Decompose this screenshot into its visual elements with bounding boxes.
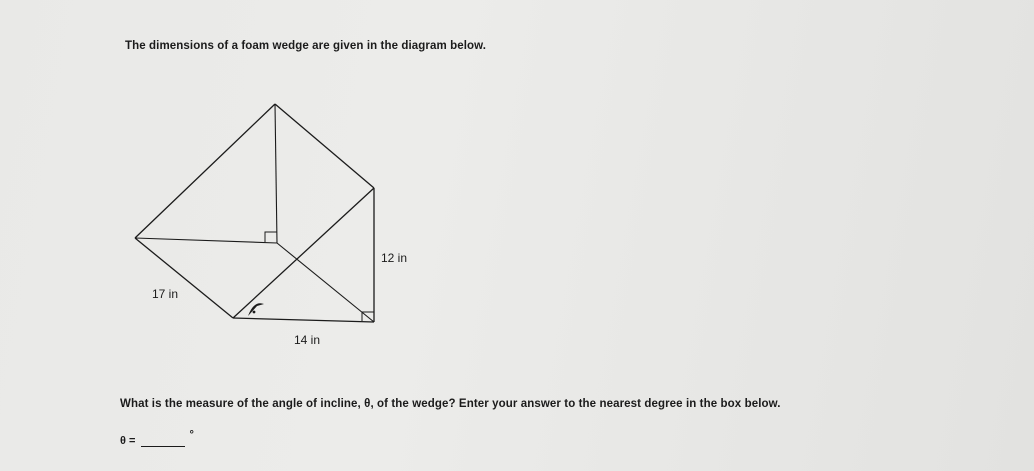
answer-row — [120, 429, 194, 447]
edge-back-base — [135, 238, 277, 243]
label-base: 14 in — [294, 333, 321, 347]
edge-apex-left — [135, 104, 275, 238]
question-prompt: What is the measure of the angle of incline, θ, of the wedge? Enter your answer to the nearest degree in the box below. — [120, 398, 781, 410]
right-angle-marker-back — [265, 232, 277, 242]
label-hypotenuse: 17 in — [152, 287, 179, 301]
edge-apex-vertical-hidden — [275, 104, 277, 243]
answer-input[interactable] — [141, 432, 185, 447]
question-intro: The dimensions of a foam wedge are given in the diagram below. — [125, 40, 487, 52]
edge-front-base — [233, 318, 374, 322]
angle-theta-dot — [253, 311, 256, 314]
answer-label: θ = — [120, 435, 136, 447]
edge-apex-right — [275, 104, 374, 188]
edge-base-diagonal — [277, 243, 374, 322]
angle-theta-marker — [248, 303, 264, 316]
edge-incline — [233, 188, 374, 318]
label-height: 12 in — [381, 251, 408, 265]
answer-unit: ° — [189, 429, 194, 441]
edge-left-side — [135, 238, 233, 318]
